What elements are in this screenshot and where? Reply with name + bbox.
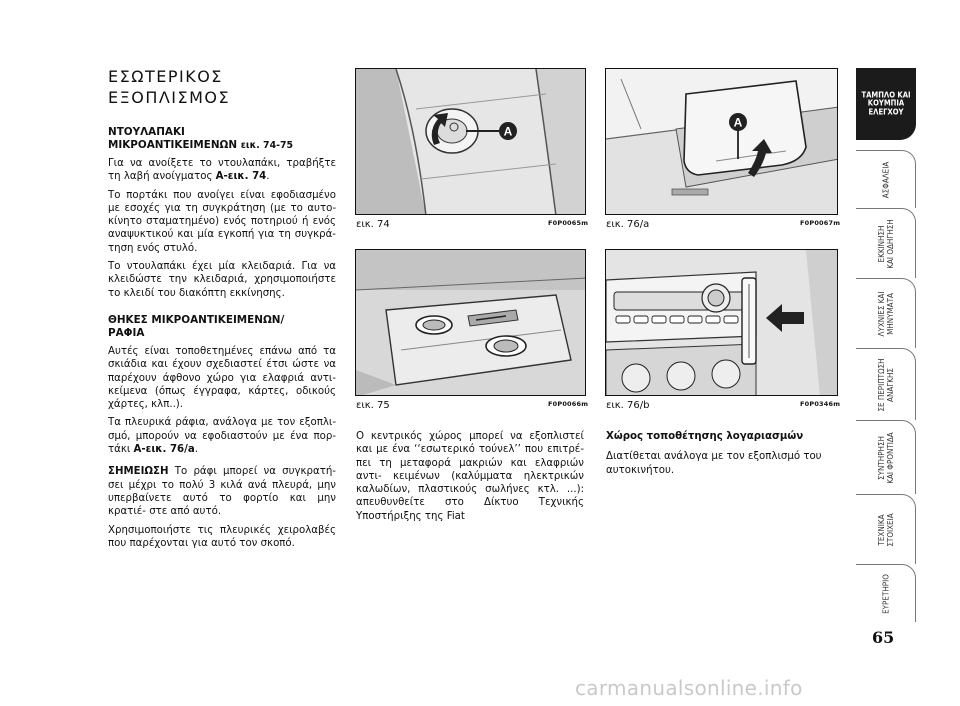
tab-label-line: ΣΤΟΙΧΕΙΑ xyxy=(885,512,895,547)
tab-label-line: ΕΥΡΕΤΗΡΙΟ xyxy=(881,573,890,614)
tab-safety[interactable] xyxy=(856,150,916,208)
cup-holder-illustration xyxy=(356,250,586,396)
figure-76b-caption: εικ. 76/b xyxy=(606,400,650,411)
tab-technical-data[interactable] xyxy=(856,494,916,564)
glovebox-p1-end: . xyxy=(266,171,270,183)
tab-index[interactable] xyxy=(856,564,916,622)
shelves-p2-text: Τα πλευρικά ράφια, ανάλογα με τον εξοπλι- σμό, μπορούν να εφοδιαστούν με ένα πορ- τάκι xyxy=(108,417,336,456)
fig74-marker: A xyxy=(503,124,513,139)
shelves-heading-line-2: ΡΑΦΙΑ xyxy=(108,326,145,339)
glovebox-heading-line-1: ΝΤΟΥΛΑΠΑΚΙ xyxy=(108,126,185,138)
page-number: 65 xyxy=(872,628,895,647)
tab-emergency[interactable] xyxy=(856,348,916,420)
tab-maintenance-care[interactable] xyxy=(856,420,916,494)
glovebox-p1-text: Για να ανοίξετε το ντουλαπάκι, τραβήξτε τη λαβή ανοίγματος xyxy=(108,158,336,183)
tab-label-line: ΚΑΙ ΦΡΟΝΤΙΔΑ xyxy=(885,431,895,484)
document-holder-illustration xyxy=(606,250,838,396)
figure-76a-shelf-door xyxy=(605,68,838,215)
shelves-p2-end: . xyxy=(194,444,198,456)
tab-label-line: ΑΣΦΑΛΕΙΑ xyxy=(881,161,890,198)
glovebox-heading-ref: εικ. 74-75 xyxy=(240,140,294,151)
figure-76a-code: F0P0067m xyxy=(800,219,841,227)
glovebox-paragraph-3: Το ντουλαπάκι έχει μία κλειδαριά. Για να κλειδώστε την κλειδαριά, χρησιμοποιήστε το κλειδί του διακόπτη εκκίνησης. xyxy=(108,261,336,299)
note-label: ΣΗΜΕΙΩΣΗ xyxy=(108,466,169,478)
tab-label-line: ΚΑΙ ΟΔΗΓΗΣΗ xyxy=(885,218,895,269)
documents-section xyxy=(606,430,838,477)
figure-75-code: F0P0066m xyxy=(548,400,589,408)
shelves-heading xyxy=(108,314,336,340)
tab-label-line: ΤΑΜΠΛΟ ΚΑΙ xyxy=(861,90,911,100)
glovebox-heading-text: ΜΙΚΡΟΑΝΤΙΚΕΙΜΕΝΩΝ xyxy=(108,139,238,151)
tab-label-line: ΑΝΑΓΚΗΣ xyxy=(885,367,895,402)
shelf-illustration xyxy=(606,69,838,215)
tab-label-line: ΜΗΝΥΜΑΤΑ xyxy=(885,292,895,335)
tab-label-line: ΛΥΧΝΙΕΣ ΚΑΙ xyxy=(876,291,886,336)
tab-label-line: ΣΥΝΤΗΡΗΣΗ xyxy=(876,435,886,480)
fig76a-marker: A xyxy=(733,115,743,130)
tab-lights-messages[interactable] xyxy=(856,278,916,348)
shelves-paragraph-3: Χρησιμοποιήστε τις πλευρικές χειρολαβές που παρέχονται για αυτό τον σκοπό. xyxy=(108,524,336,549)
figure-75-caption: εικ. 75 xyxy=(356,400,390,411)
page-title-line-1: ΕΣΩΤΕΡΙΚΟΣ xyxy=(108,67,223,86)
tab-label-line: ΕΚΚΙΝΗΣΗ xyxy=(876,225,886,262)
figure-75-cup-holders xyxy=(355,249,586,396)
shelves-heading-line-1: ΘΗΚΕΣ ΜΙΚΡΟΑΝΤΙΚΕΙΜΕΝΩΝ/ xyxy=(108,313,285,326)
tab-dashboard-controls[interactable] xyxy=(856,68,916,140)
glovebox-paragraph-1 xyxy=(108,157,336,184)
figure-76b-code: F0P0346m xyxy=(800,400,841,408)
figure-74-code: F0P0065m xyxy=(548,219,589,227)
tab-starting-driving[interactable] xyxy=(856,208,916,278)
glovebox-p1-ref: A-εικ. 74 xyxy=(215,171,267,183)
page-title xyxy=(108,66,336,108)
figure-74-glovebox-handle xyxy=(355,68,586,215)
shelves-paragraph-2 xyxy=(108,416,336,456)
center-tunnel-text: Ο κεντρικός χώρος μπορεί να εξοπλιστεί και με ένα ‘‘εσωτερικό τούνελ’’ που επιτρέ- πει τη μεταφορά μακριών και ελαφριών αντι- κειμένων (καλύμματα ηλεκτρικών καλωδίων, πλαστικούς σωλήνες κτλ. ...): απευθυνθείτε στο Δίκτυο Τεχνικής Υποστήριξης της Fiat xyxy=(356,431,584,522)
shelves-p2-ref: A-εικ. 76/a xyxy=(133,444,195,456)
glovebox-illustration xyxy=(356,69,586,215)
watermark: carmanualsonline.info xyxy=(575,676,803,700)
documents-text: Διατίθεται ανάλογα με τον εξοπλισμό του αυτοκινήτου. xyxy=(606,451,822,476)
figure-74-caption: εικ. 74 xyxy=(356,219,390,230)
shelves-note xyxy=(108,465,336,518)
tab-label-line: ΚΟΥΜΠΙΑ xyxy=(867,98,905,108)
shelves-paragraph-1: Αυτές είναι τοποθετημένες επάνω από τα σκιάδια και έχουν σχεδιαστεί έτσι ώστε να παρέχουν άφθονο χώρο για ελαφριά αντι- κείμενα (όπως έγγραφα, κάρτες, οδικούς χάρτες, κλπ..). xyxy=(108,345,336,411)
page-title-line-2: ΕΞΟΠΛΙΣΜΟΣ xyxy=(108,88,231,107)
tab-label-line: ΕΛΕΓΧΟΥ xyxy=(868,107,904,117)
glovebox-heading-line-2 xyxy=(108,139,336,152)
tab-label-line: ΣΕ ΠΕΡΙΠΤΩΣΗ xyxy=(876,357,886,412)
figure-76b-document-holder xyxy=(605,249,838,396)
note-text: Το ράφι μπορεί να συγκρατή- σει μέχρι το πολύ 3 κιλά ανά πλευρά, μην υπερβαίνετε αυτό το φορτίο και μην κρατιέ- στε από αυτό. xyxy=(108,466,336,518)
text-column-left xyxy=(108,66,336,555)
figure-76a-caption: εικ. 76/a xyxy=(606,219,650,230)
documents-heading: Χώρος τοποθέτησης λογαριασμών xyxy=(606,431,804,442)
glovebox-paragraph-2: Το πορτάκι που ανοίγει είναι εφοδιασμένο με εσοχές για τη συγκράτηση (με το αυτο- κίνητο σταματημένο) ενός ποτηριού ή ενός αναψυκτικού και μία εγκοπή για τη συγκρά- τηση ενός στυλό. xyxy=(108,189,336,254)
tab-label-line: ΤΕΧΝΙΚΑ xyxy=(876,514,886,546)
glovebox-heading xyxy=(108,126,336,152)
